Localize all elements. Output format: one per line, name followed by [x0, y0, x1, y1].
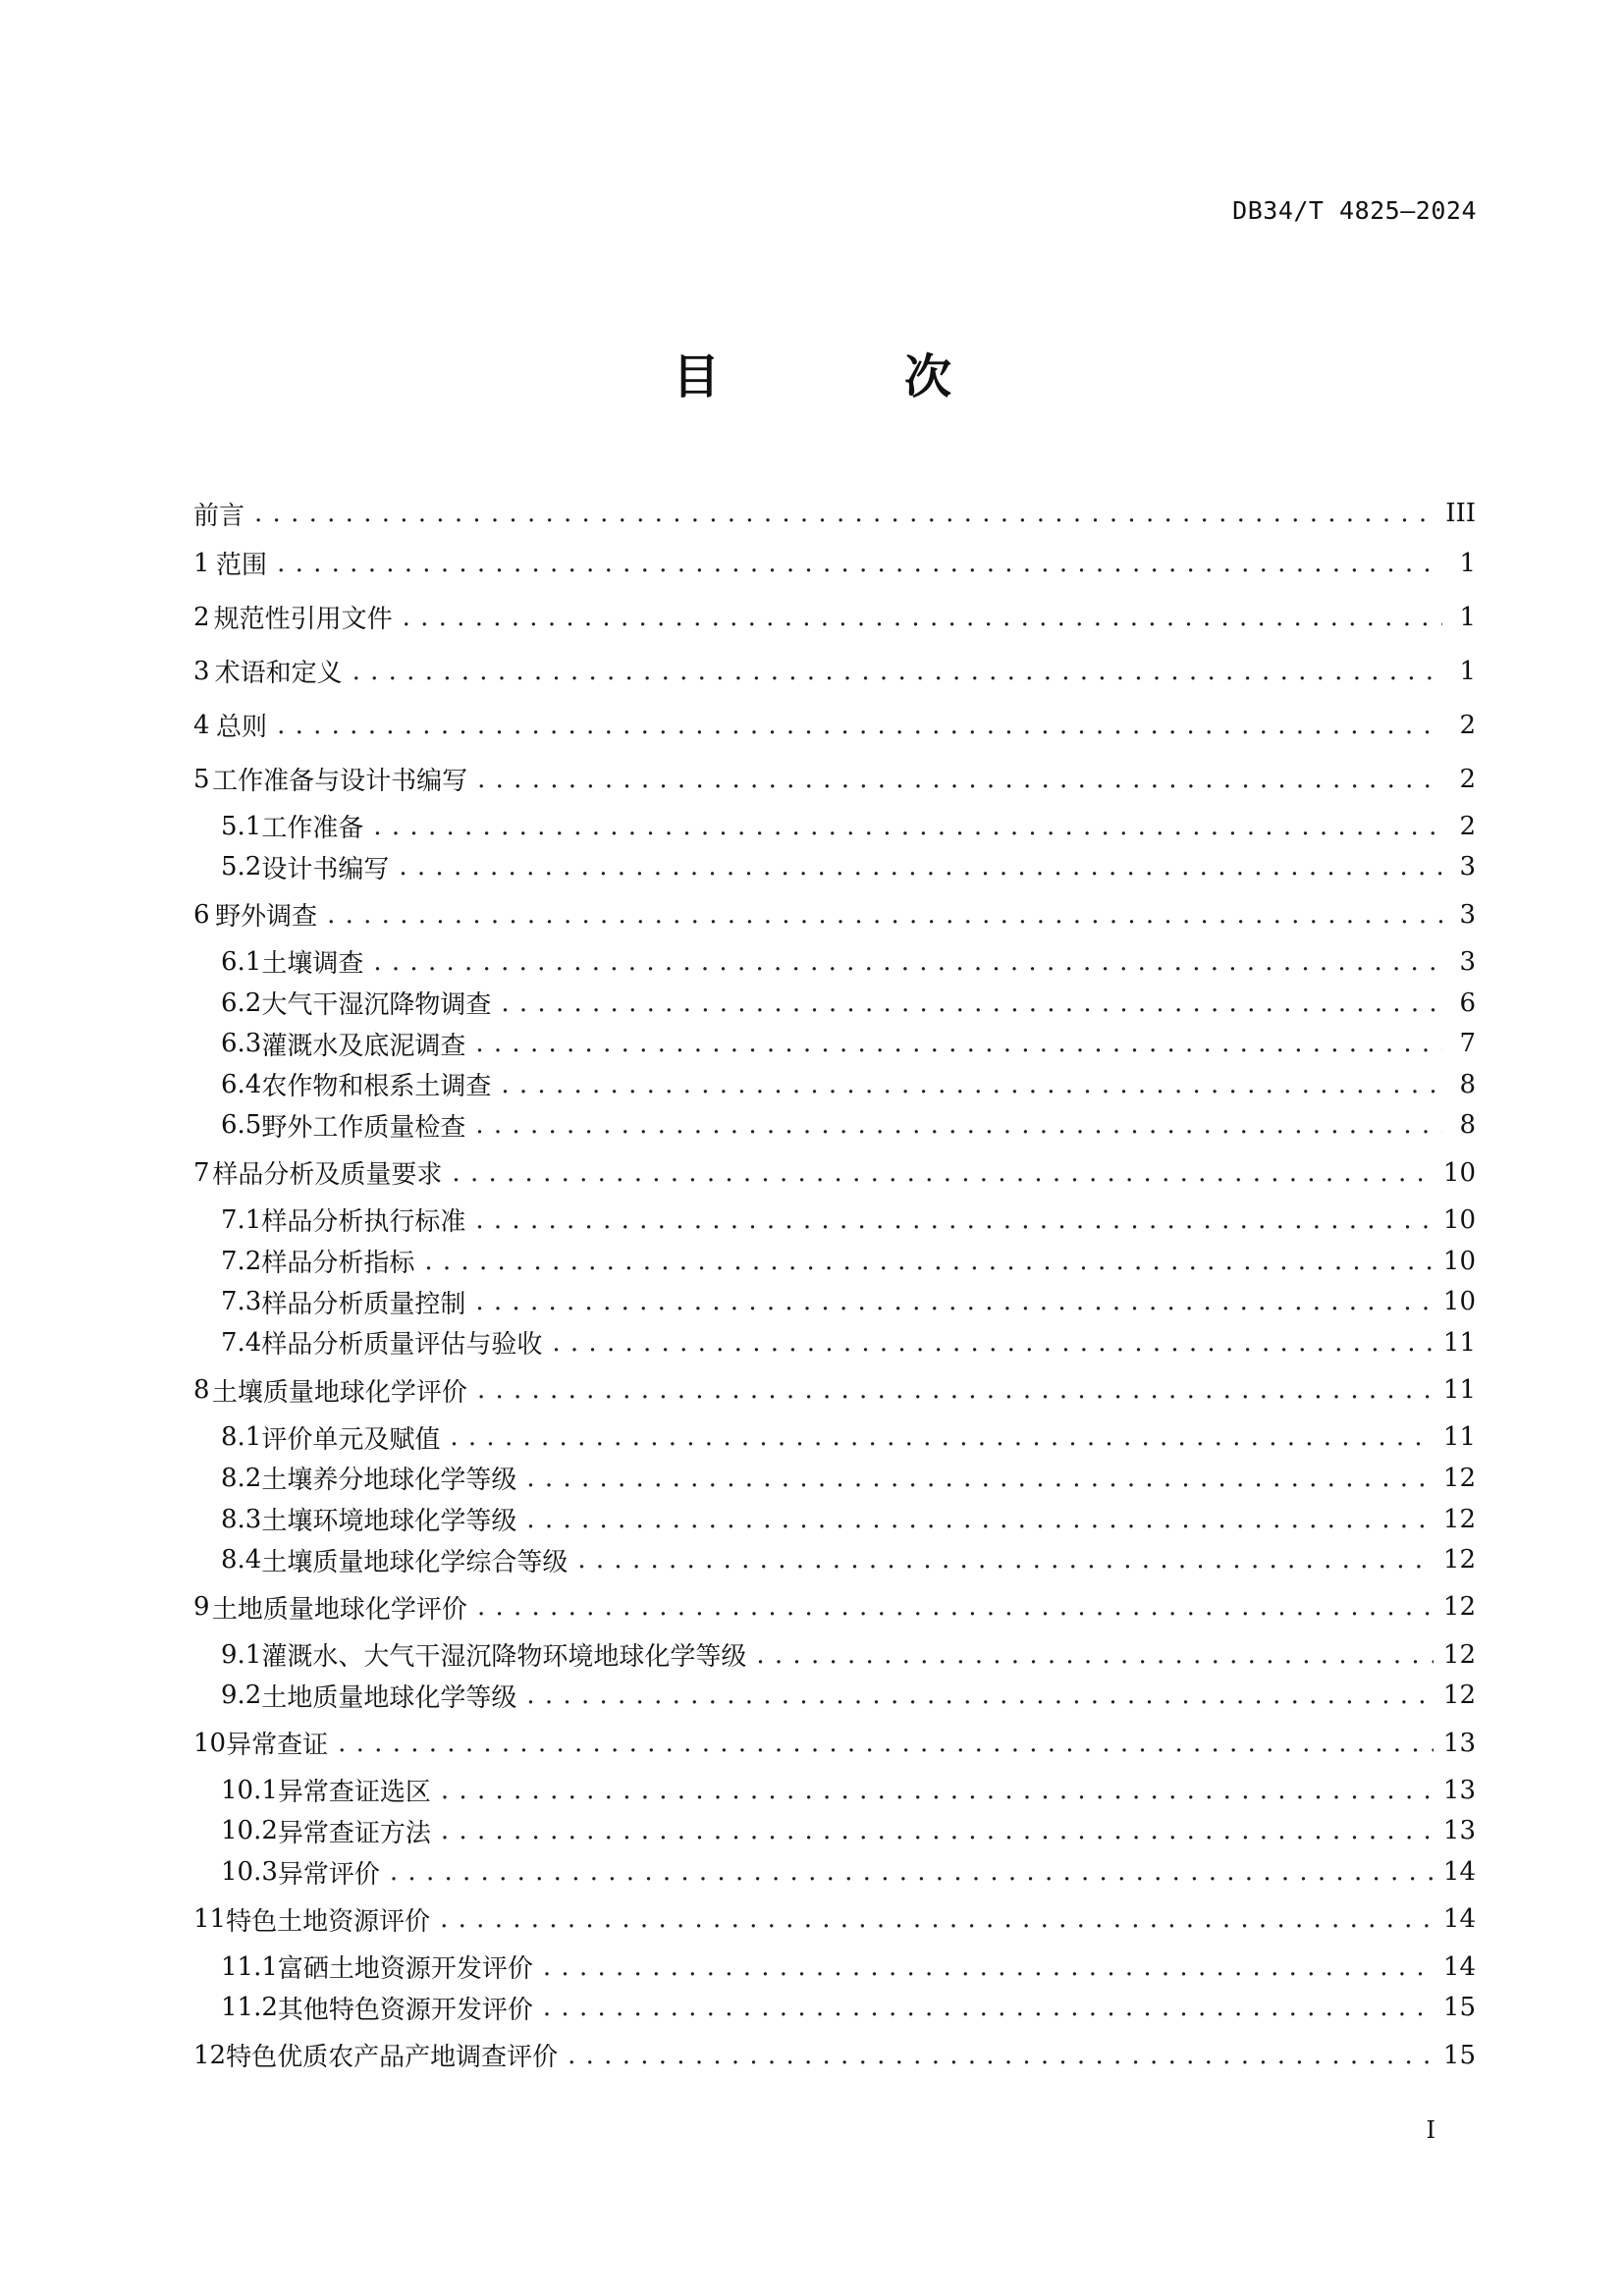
toc-entry-page: 11 [1442, 1327, 1476, 1358]
dot-leader [440, 1906, 1434, 1932]
dot-leader [568, 2043, 1434, 2068]
toc-entry[interactable] [193, 983, 1476, 1024]
toc-entry-number: 7.2 [221, 1246, 262, 1276]
toc-entry-page: 10 [1442, 1157, 1476, 1188]
dot-leader [756, 1642, 1434, 1668]
toc-entry-label: 野外工作质量检查 [261, 1112, 466, 1143]
toc-entry-number: 10.3 [221, 1857, 278, 1888]
toc-entry-page: 13 [1442, 1728, 1476, 1758]
dot-leader [327, 902, 1442, 928]
toc-entry[interactable] [193, 887, 1476, 941]
toc-entry-label: 其他特色资源开发评价 [277, 1995, 533, 2025]
toc-entry[interactable] [193, 1322, 1476, 1363]
toc-entry-label: 特色土地资源评价 [226, 1906, 431, 1937]
toc-entry[interactable] [193, 1634, 1476, 1676]
toc-entry-page: 10 [1442, 1246, 1476, 1276]
toc-entry-label: 野外调查 [215, 902, 318, 933]
toc-entry[interactable] [193, 1281, 1476, 1322]
dot-leader [475, 1289, 1434, 1314]
toc-entry[interactable] [193, 1105, 1476, 1147]
toc-entry-page: 8 [1459, 1110, 1476, 1141]
toc-entry[interactable] [193, 1851, 1476, 1893]
toc-entry-number: 8 [193, 1375, 210, 1406]
toc-entry[interactable] [193, 644, 1476, 698]
toc-entry-page: 13 [1442, 1816, 1476, 1846]
toc-entry-page: 1 [1459, 548, 1476, 578]
toc-entry-page: 1 [1459, 656, 1476, 686]
toc-entry-number: 6.2 [221, 988, 262, 1018]
toc-entry-page: 14 [1442, 1857, 1476, 1888]
dot-leader [501, 1072, 1442, 1097]
toc-entry-label: 灌溉水、大气干湿沉降物环境地球化学等级 [261, 1642, 747, 1673]
dot-leader [477, 767, 1442, 792]
dot-leader [526, 1466, 1434, 1491]
toc-entry-page: 12 [1442, 1681, 1476, 1711]
toc-entry-page: 10 [1442, 1204, 1476, 1235]
dot-leader [501, 990, 1442, 1016]
toc-entry-number: 8.3 [221, 1504, 262, 1534]
toc-entry[interactable] [193, 806, 1476, 847]
toc-entry-page: 3 [1459, 852, 1476, 882]
toc-entry-number: 3 [193, 656, 210, 686]
toc-entry-number: 2 [193, 602, 210, 632]
toc-entry-label: 异常评价 [277, 1859, 380, 1890]
toc-entry-number: 11 [193, 1904, 227, 1935]
toc-entry-label: 规范性引用文件 [213, 605, 393, 634]
toc-entry-page: 12 [1442, 1592, 1476, 1623]
toc-entry-label: 样品分析执行标准 [261, 1207, 466, 1238]
toc-entry[interactable] [193, 1580, 1476, 1634]
toc-entry-page: 6 [1459, 988, 1476, 1018]
toc-entry-label: 土壤养分地球化学等级 [261, 1466, 517, 1496]
toc-entry-number: 8.4 [221, 1545, 262, 1575]
toc-entry[interactable] [193, 941, 1476, 983]
toc-entry[interactable] [193, 847, 1476, 888]
toc-entry-label: 异常查证选区 [277, 1778, 431, 1808]
toc-entry-page: 15 [1442, 2040, 1476, 2070]
dot-leader [277, 713, 1442, 738]
dot-leader [477, 1377, 1434, 1403]
toc-entry-page: 10 [1442, 1287, 1476, 1317]
toc-entry[interactable] [193, 1146, 1476, 1200]
toc-entry-label: 术语和定义 [214, 659, 343, 688]
toc-entry[interactable] [193, 590, 1476, 644]
toc-entry-page: 15 [1442, 1993, 1476, 2023]
toc-entry-label: 设计书编写 [261, 854, 390, 884]
toc-entry-number: 9.1 [221, 1639, 262, 1670]
toc-entry-label: 土地质量地球化学评价 [211, 1594, 467, 1625]
toc-entry[interactable] [193, 536, 1476, 590]
dot-leader [399, 854, 1442, 880]
toc-entry[interactable] [193, 1499, 1476, 1540]
dot-leader [441, 1818, 1434, 1843]
toc-entry-number: 6 [193, 899, 210, 930]
toc-entry[interactable] [193, 1363, 1476, 1417]
toc-entry-page: 11 [1442, 1375, 1476, 1406]
toc-entry-label: 土壤调查 [261, 949, 364, 980]
dot-leader [477, 1594, 1434, 1620]
toc-entry-label: 土壤质量地球化学评价 [211, 1377, 467, 1408]
toc-entry-number: 11.1 [221, 1951, 278, 1982]
toc-entry[interactable] [193, 491, 1476, 536]
toc-entry[interactable] [193, 1770, 1476, 1811]
toc-entry-number: 9 [193, 1592, 210, 1623]
dot-leader [441, 1778, 1434, 1803]
toc-entry-number: 1 [193, 548, 210, 578]
toc-entry[interactable] [193, 1947, 1476, 1988]
dot-leader [475, 1112, 1442, 1138]
toc-entry-label: 样品分析质量评估与验收 [261, 1330, 543, 1361]
toc-entry[interactable] [193, 1023, 1476, 1064]
toc-entry[interactable] [193, 1064, 1476, 1105]
toc-entry-label: 农作物和根系土调查 [261, 1072, 492, 1102]
toc-entry-number: 5.2 [221, 852, 262, 882]
toc-entry-label: 异常查证方法 [277, 1818, 431, 1848]
dot-leader [424, 1249, 1434, 1274]
toc-entry-number: 12 [193, 2040, 227, 2070]
toc-entry[interactable] [193, 1539, 1476, 1580]
toc-entry[interactable] [193, 1458, 1476, 1499]
toc-entry[interactable] [193, 1417, 1476, 1459]
toc-entry-label: 总则 [216, 713, 268, 742]
toc-entry-number: 7.1 [221, 1204, 262, 1235]
toc-entry-page: 2 [1459, 710, 1476, 740]
dot-leader [338, 1731, 1434, 1756]
dot-leader [577, 1547, 1434, 1573]
toc-entry-page: 12 [1442, 1545, 1476, 1575]
toc-entry-label: 大气干湿沉降物调查 [261, 990, 492, 1021]
toc-entry-number: 10 [193, 1728, 227, 1758]
toc-entry-number: 6.1 [221, 946, 262, 977]
toc-entry-page: 12 [1442, 1639, 1476, 1670]
toc-entry[interactable] [193, 1676, 1476, 1717]
toc-entry-label: 范围 [216, 551, 268, 580]
dot-leader [373, 814, 1442, 839]
toc-entry-label: 异常查证 [226, 1731, 329, 1761]
dot-leader [373, 949, 1442, 975]
toc-entry-number: 6.3 [221, 1029, 262, 1059]
toc-entry[interactable] [193, 698, 1476, 752]
toc-entry-label: 样品分析质量控制 [261, 1289, 466, 1319]
toc-entry-label: 土壤质量地球化学综合等级 [261, 1547, 568, 1577]
toc-entry-label: 灌溉水及底泥调查 [261, 1031, 466, 1061]
toc-entry-number: 8.1 [221, 1422, 262, 1453]
toc-entry[interactable] [193, 1987, 1476, 2028]
dot-leader [450, 1424, 1434, 1450]
dot-leader [543, 1954, 1434, 1980]
toc-entry-number: 9.2 [221, 1681, 262, 1711]
toc-entry-label: 特色优质农产品产地调查评价 [226, 2043, 559, 2073]
toc-entry-label: 工作准备与设计书编写 [212, 767, 468, 796]
toc-entry-page: 11 [1442, 1422, 1476, 1453]
toc-entry-label: 工作准备 [261, 814, 364, 844]
dot-leader [352, 659, 1442, 684]
dot-leader [475, 1207, 1434, 1233]
toc-entry-number: 6.5 [221, 1110, 262, 1141]
toc-entry-label: 富硒土地资源开发评价 [277, 1954, 533, 1985]
toc-entry-label: 土地质量地球化学等级 [261, 1682, 517, 1713]
toc-entry-number: 7 [193, 1157, 210, 1188]
toc-entry-page: 8 [1459, 1069, 1476, 1099]
dot-leader [526, 1682, 1434, 1708]
toc-entry-number: 6.4 [221, 1069, 262, 1099]
toc-entry-page: 13 [1442, 1775, 1476, 1805]
toc-entry-number: 4 [193, 710, 210, 740]
toc-entry-page: 1 [1459, 602, 1476, 632]
toc-entry-label: 前言 [193, 501, 245, 531]
toc-entry[interactable] [193, 1716, 1476, 1770]
toc-entry-label: 样品分析指标 [261, 1249, 415, 1279]
toc-entry[interactable] [193, 2028, 1476, 2082]
toc-entry-number: 7.3 [221, 1287, 262, 1317]
table-of-contents [193, 491, 1476, 2082]
dot-leader [475, 1031, 1442, 1056]
dot-leader [390, 1859, 1434, 1885]
toc-entry-number: 5.1 [221, 811, 262, 841]
toc-entry-page: 14 [1442, 1951, 1476, 1982]
toc-entry-page: III [1445, 499, 1476, 528]
toc-entry[interactable] [193, 1241, 1476, 1282]
toc-entry[interactable] [193, 752, 1476, 806]
toc-entry-number: 5 [193, 764, 210, 794]
toc-entry-page: 12 [1442, 1463, 1476, 1493]
dot-leader [403, 605, 1442, 630]
toc-entry[interactable] [193, 1200, 1476, 1241]
dot-leader [526, 1507, 1434, 1532]
toc-entry-number: 8.2 [221, 1463, 262, 1493]
dot-leader [543, 1995, 1434, 2020]
page-title: 目 次 [672, 349, 1020, 404]
standard-code: DB34/T 4825—2024 [1232, 196, 1477, 225]
dot-leader [452, 1160, 1433, 1186]
toc-entry-page: 2 [1459, 811, 1476, 841]
toc-entry[interactable] [193, 1893, 1476, 1947]
dot-leader [254, 501, 1435, 526]
toc-entry-page: 7 [1459, 1029, 1476, 1059]
toc-entry-number: 10.1 [221, 1775, 278, 1805]
toc-entry-page: 14 [1442, 1904, 1476, 1935]
toc-entry-page: 2 [1459, 764, 1476, 794]
toc-entry-number: 7.4 [221, 1327, 262, 1358]
dot-leader [552, 1330, 1434, 1356]
toc-entry-label: 样品分析及质量要求 [212, 1160, 443, 1191]
toc-entry[interactable] [193, 1811, 1476, 1852]
toc-entry-label: 评价单元及赋值 [261, 1424, 441, 1455]
toc-entry-label: 土壤环境地球化学等级 [261, 1507, 517, 1537]
toc-entry-number: 10.2 [221, 1816, 278, 1846]
dot-leader [277, 551, 1442, 576]
toc-entry-page: 3 [1459, 899, 1476, 930]
toc-entry-page: 3 [1459, 946, 1476, 977]
toc-entry-number: 11.2 [221, 1993, 278, 2023]
toc-entry-page: 12 [1442, 1504, 1476, 1534]
page-number: I [1426, 2116, 1435, 2144]
